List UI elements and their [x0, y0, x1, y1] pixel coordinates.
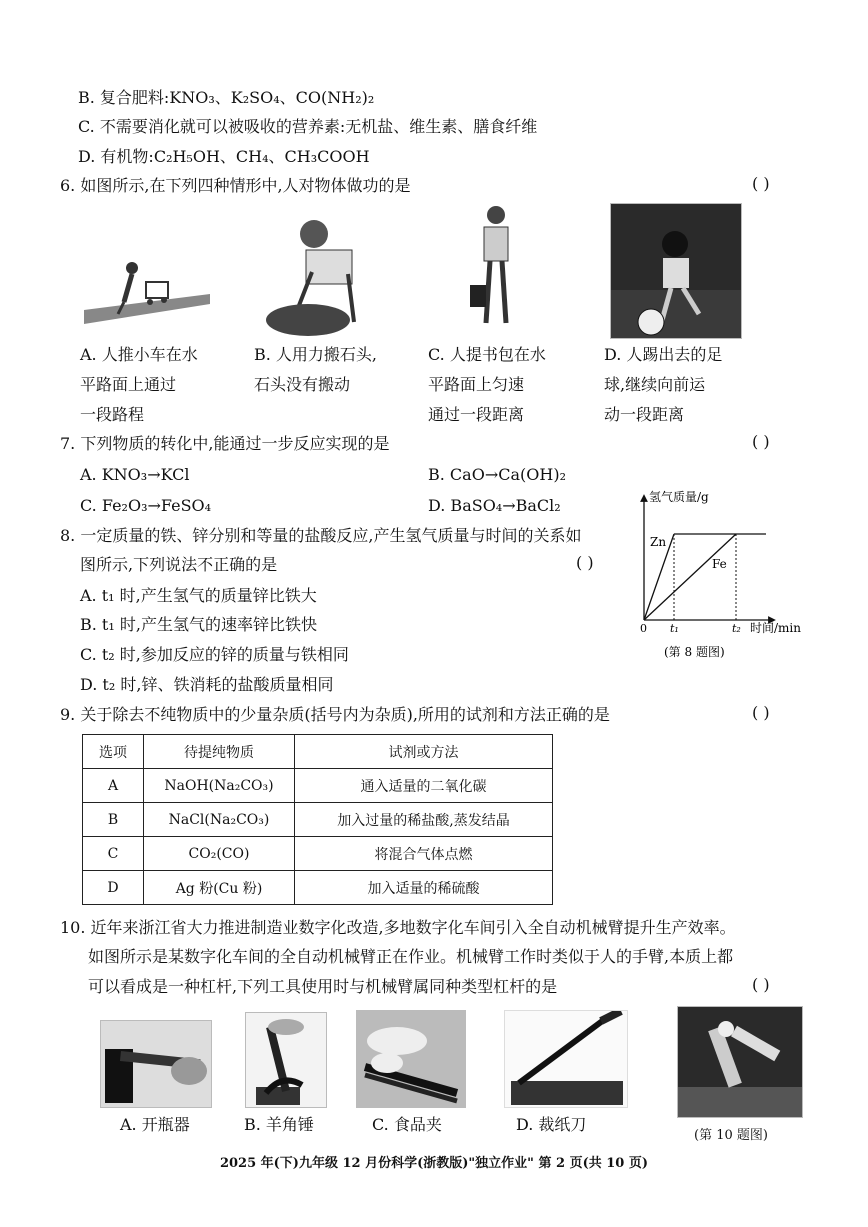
header-substance: 待提纯物质: [144, 735, 295, 769]
q6-option-d: D. 人踢出去的足 球,继续向前运 动一段距离: [604, 345, 723, 424]
cell-method: 通入适量的二氧化碳: [295, 769, 553, 803]
q6-option-a: A. 人推小车在水 平路面上通过 一段路程: [80, 345, 198, 424]
cell-substance: NaOH(Na₂CO₃): [144, 769, 295, 803]
q10-image-paper-cutter: [504, 1010, 628, 1108]
q7-option-d: D. BaSO₄→BaCl₂: [428, 496, 561, 515]
table-row: [83, 837, 553, 871]
q7-option-b: B. CaO→Ca(OH)₂: [428, 465, 566, 484]
tick-t2: t₂: [732, 622, 741, 635]
q8-option-d: D. t₂ 时,锌、铁消耗的盐酸质量相同: [80, 675, 334, 694]
q6-image-push-cart: [84, 258, 214, 330]
table-row: [83, 803, 553, 837]
q6-image-carry-bag: [464, 203, 524, 339]
q7-answer-paren: ( ): [752, 432, 770, 451]
q10-stem-line2: 如图所示是某数字化车间的全自动机械臂正在作业。机械臂工作时类似于人的手臂,本质上都: [88, 947, 734, 966]
y-axis-label: 氢气质量/g: [649, 490, 709, 504]
table-row: [83, 871, 553, 905]
q6-image-kick-ball: [610, 203, 742, 339]
series-label-fe: Fe: [712, 557, 727, 571]
cell-substance: NaCl(Na₂CO₃): [144, 803, 295, 837]
q10-stem-line1: 10. 近年来浙江省大力推进制造业数字化改造,多地数字化车间引入全自动机械臂提升生产效率。: [60, 918, 736, 937]
q6-stem: 6. 如图所示,在下列四种情形中,人对物体做功的是: [60, 176, 411, 195]
q7-option-a: A. KNO₃→KCl: [80, 465, 190, 484]
q9-answer-paren: ( ): [752, 703, 770, 722]
cell-method: 加入过量的稀盐酸,蒸发结晶: [295, 803, 553, 837]
cell-option: B: [83, 803, 144, 837]
q8-option-b: B. t₁ 时,产生氢气的速率锌比铁快: [80, 615, 317, 634]
q8-option-c: C. t₂ 时,参加反应的锌的质量与铁相同: [80, 645, 349, 664]
q6-image-lift-stone: [262, 212, 374, 340]
q8-answer-paren: ( ): [576, 553, 594, 572]
q10-option-c: C. 食品夹: [372, 1115, 442, 1134]
q5-option-d: D. 有机物:C₂H₅OH、CH₄、CH₃COOH: [78, 147, 370, 166]
q7-option-c: C. Fe₂O₃→FeSO₄: [80, 496, 212, 515]
cell-option: A: [83, 769, 144, 803]
q8-stem-line2: 图所示,下列说法不正确的是: [80, 555, 278, 574]
cell-option: C: [83, 837, 144, 871]
header-option: 选项: [83, 735, 144, 769]
q10-stem-line3: 可以看成是一种杠杆,下列工具使用时与机械臂属同种类型杠杆的是: [88, 977, 558, 996]
cell-option: D: [83, 871, 144, 905]
q5-option-c: C. 不需要消化就可以被吸收的营养素:无机盐、维生素、膳食纤维: [78, 117, 538, 136]
tick-t1: t₁: [670, 622, 679, 635]
q7-stem: 7. 下列物质的转化中,能通过一步反应实现的是: [60, 434, 390, 453]
q8-option-a: A. t₁ 时,产生氢气的质量锌比铁大: [80, 586, 317, 605]
q10-figure-caption: (第 10 题图): [694, 1128, 768, 1143]
page-footer: 2025 年(下)九年级 12 月份科学(浙教版)"独立作业" 第 2 页(共 10 页): [219, 1156, 649, 1171]
q8-chart: [632, 490, 808, 666]
q10-answer-paren: ( ): [752, 975, 770, 994]
q9-table: [82, 734, 553, 905]
q10-option-b: B. 羊角锤: [244, 1115, 314, 1134]
chart-caption: (第 8 题图): [664, 645, 725, 659]
q6-option-c: C. 人提书包在水 平路面上匀速 通过一段距离: [428, 345, 546, 424]
q10-option-a: A. 开瓶器: [120, 1115, 190, 1134]
q9-stem: 9. 关于除去不纯物质中的少量杂质(括号内为杂质),所用的试剂和方法正确的是: [60, 705, 610, 724]
cell-substance: CO₂(CO): [144, 837, 295, 871]
x-axis-label: 时间/min: [750, 621, 801, 635]
q10-image-food-tongs: [356, 1010, 466, 1108]
q8-stem-line1: 8. 一定质量的铁、锌分别和等量的盐酸反应,产生氢气质量与时间的关系如: [60, 526, 582, 545]
header-method: 试剂或方法: [295, 735, 553, 769]
origin-label: 0: [640, 622, 647, 635]
table-row: [83, 769, 553, 803]
q10-image-claw-hammer: [245, 1012, 327, 1108]
q6-option-b: B. 人用力搬石头, 石头没有搬动: [254, 345, 378, 394]
cell-method: 加入适量的稀硫酸: [295, 871, 553, 905]
q10-image-bottle-opener: [100, 1020, 212, 1108]
q10-image-robot-arm: [677, 1006, 803, 1118]
cell-method: 将混合气体点燃: [295, 837, 553, 871]
table-header-row: [83, 735, 553, 769]
q5-option-b: B. 复合肥料:KNO₃、K₂SO₄、CO(NH₂)₂: [78, 88, 375, 107]
q6-answer-paren: ( ): [752, 174, 770, 193]
series-label-zn: Zn: [650, 535, 667, 549]
cell-substance: Ag 粉(Cu 粉): [144, 871, 295, 905]
q10-option-d: D. 裁纸刀: [516, 1115, 587, 1134]
